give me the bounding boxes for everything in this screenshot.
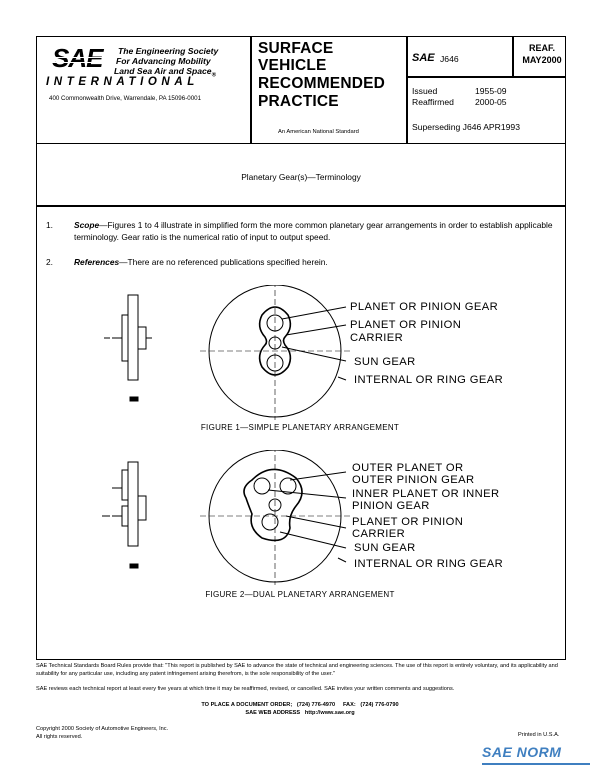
printed-in: Printed in U.S.A. [518, 732, 560, 738]
status-line-1: REAF. [528, 43, 555, 53]
superseding: Superseding J646 APR1993 [412, 122, 520, 132]
header-divider-3 [512, 36, 514, 76]
section-2-heading: References [74, 257, 120, 267]
web-label: SAE WEB ADDRESS [245, 710, 301, 716]
order-line [0, 702, 600, 710]
fig2-label-ring: INTERNAL OR RING GEAR [354, 558, 504, 570]
sae-norm-logo-underline [482, 763, 590, 765]
header-divider-1 [250, 36, 252, 144]
reaffirmed-label: Reaffirmed [412, 97, 454, 107]
logo-stripe [49, 62, 117, 63]
fig1-label-carrier-2: CARRIER [350, 332, 404, 344]
policy-text-2: SAE reviews each technical report at least every five years at which time it may be reaffirmed, revised, or cancelled. SAE invites your written comments and suggestions. [36, 686, 455, 692]
policy-text-1: SAE Technical Standards Board Rules provide that: "This report is published by SAE to advance the state of technical and engineering sciences. The use of this report is entirely voluntary, and its applicability and suitability for any particular use, including any patent infringement arising therefrom, is the sole responsibility of the user." [36, 663, 558, 677]
section-2-number: 2. [46, 257, 53, 267]
fig2-label-inner-2: PINION GEAR [352, 500, 430, 512]
standard-note: An American National Standard [278, 129, 359, 135]
doc-type-line-4: PRACTICE [258, 93, 339, 110]
copyright: Copyright 2000 Society of Automotive Engineers, Inc. [36, 726, 169, 732]
order-label: TO PLACE A DOCUMENT ORDER; [201, 702, 293, 708]
fig1-label-planet: PLANET OR PINION GEAR [350, 301, 499, 313]
logo-stripe [49, 57, 117, 58]
international-text: INTERNATIONAL [46, 76, 199, 88]
org-line-1: The Engineering Society [118, 46, 219, 56]
issued-value: 1955-09 [475, 86, 507, 96]
sae-norm-logo [482, 744, 592, 772]
doc-type-line-1: SURFACE [258, 40, 334, 57]
fig2-label-inner-1: INNER PLANET OR INNER [352, 488, 500, 500]
fig1-label-ring: INTERNAL OR RING GEAR [354, 374, 504, 386]
doc-number: J646 [440, 54, 459, 64]
figure-2-front-view [200, 450, 350, 585]
figure-2-side-view [102, 462, 146, 568]
fax-label: FAX: [342, 702, 356, 708]
address: 400 Commonwealth Drive, Warrendale, PA 15096-0001 [49, 95, 202, 102]
web-line [0, 710, 600, 718]
doc-sae-logo: SAE [412, 52, 435, 64]
org-line-2: For Advancing Mobility [116, 56, 211, 66]
fig1-label-carrier-1: PLANET OR PINION [350, 319, 462, 331]
web-url[interactable]: http://www.sae.org [304, 710, 355, 716]
figure-1-leaders [282, 307, 346, 380]
figure-1-caption: FIGURE 1—SIMPLE PLANETARY ARRANGEMENT [200, 423, 400, 432]
section-1-text: —Figures 1 to 4 illustrate in simplified form the more common planetary gear arrangements in order to establish applicable terminology. Gear ratio is the numerical ratio of input to output speed. [74, 220, 553, 242]
title-divider [36, 205, 566, 207]
doc-type-line-3: RECOMMENDED [258, 75, 386, 92]
sae-norm-logo-text: SAE NORM [482, 744, 562, 760]
section-1-number: 1. [46, 220, 53, 230]
fig2-label-outer-2: OUTER PINION GEAR [352, 474, 475, 486]
status-box [518, 42, 566, 66]
fig2-label-carrier-2: CARRIER [352, 528, 406, 540]
doc-type-line-2: VEHICLE [258, 57, 327, 74]
order-phone: (724) 776-4970 [296, 702, 336, 708]
document-title: Planetary Gear(s)—Terminology [241, 172, 361, 182]
fig2-label-carrier-1: PLANET OR PINION [352, 516, 464, 528]
header-divider-2 [406, 36, 408, 144]
registered-mark: ® [211, 72, 217, 79]
section-1-heading: Scope [74, 220, 100, 230]
figure-2-caption: FIGURE 2—DUAL PLANETARY ARRANGEMENT [205, 590, 395, 599]
fig1-label-sun: SUN GEAR [354, 356, 416, 368]
figure-1-side-view [104, 295, 152, 401]
section-1 [74, 219, 554, 243]
org-line-3-text: Land Sea Air and Space [114, 66, 212, 76]
rights: All rights reserved. [36, 734, 83, 740]
reaffirmed-value: 2000-05 [475, 97, 507, 107]
section-2 [74, 256, 554, 268]
header-hdivider [406, 76, 566, 78]
status-line-2: MAY2000 [522, 55, 562, 65]
section-2-text: —There are no referenced publications specified herein. [119, 257, 328, 267]
figure-1-front-view [200, 285, 350, 420]
fig2-label-sun: SUN GEAR [354, 542, 416, 554]
fax-phone: (724) 776-0790 [360, 702, 399, 708]
fig2-label-outer-1: OUTER PLANET OR [352, 462, 464, 474]
issued-label: Issued [412, 86, 438, 96]
